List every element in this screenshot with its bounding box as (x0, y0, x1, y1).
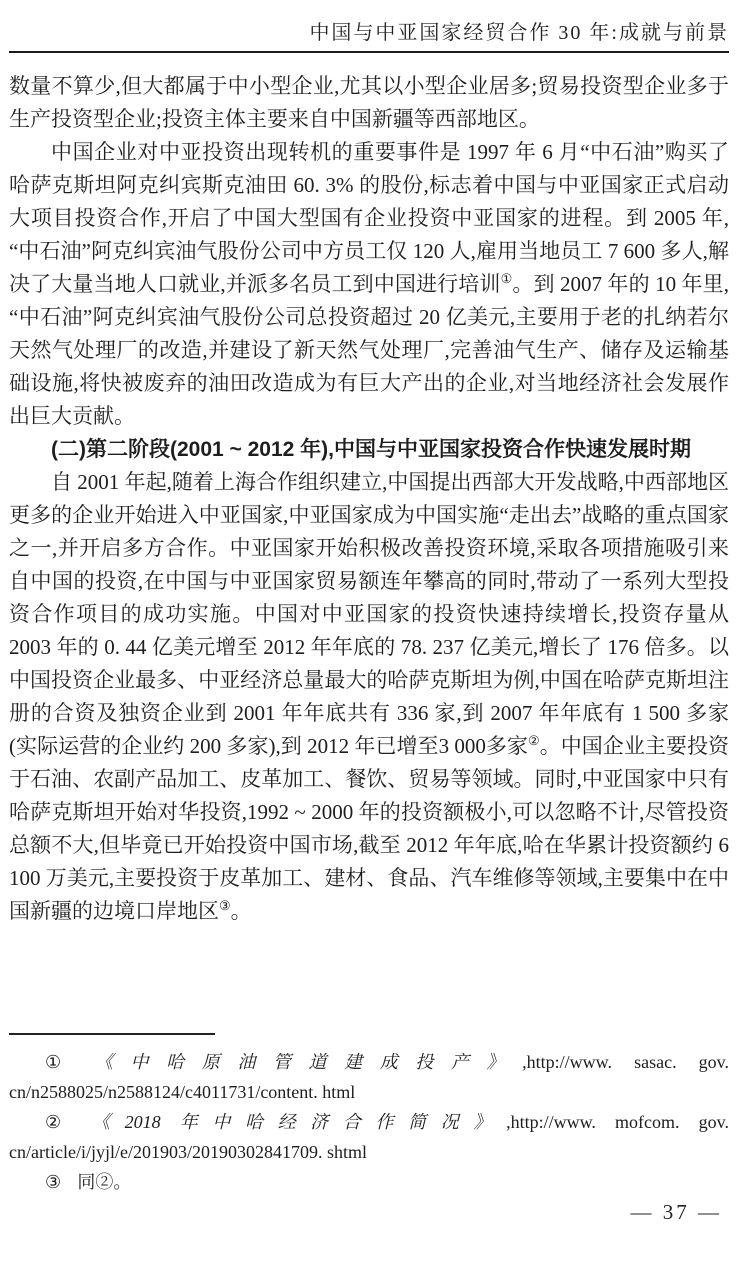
footnote-2-url: http://www. mofcom. gov. cn/article/i/jyjl/e/201903/20190302841709. shtml (9, 1112, 730, 1162)
footnote-3 (9, 1167, 729, 1197)
footnotes-section (9, 1033, 729, 1197)
footnote-1-url: http://www. sasac. gov. cn/n2588025/n2588124/c4011731/content. html (9, 1052, 730, 1102)
footnote-ref-2: ② (527, 733, 540, 748)
paragraph-3-text-b: 。中国企业主要投资于石油、农副产品加工、皮革加工、餐饮、贸易等领域。同时,中亚国家中只有哈萨克斯坦开始对华投资,1992 ~ 2000 年的投资额极小,可以忽略不计,尽管投资总额不大,但毕竟已开始投资中国市场,截至 2012 年年底,哈在华累计投资额约 6 100 万美元,主要投资于皮革加工、建材、食品、汽车维修等领域,主要集中在中国新疆的边境口岸地区 (9, 734, 730, 923)
footnote-2-title: 《2018 年中哈经济合作简况》, (91, 1112, 511, 1132)
page-number: — 37 — (630, 1200, 722, 1224)
paragraph-3-text-c: 。 (230, 899, 252, 923)
body-text (9, 70, 729, 928)
paragraph-3 (9, 466, 729, 928)
footnote-1 (9, 1047, 729, 1107)
paragraph-2 (9, 136, 729, 433)
header-rule (9, 51, 729, 53)
paragraph-2-text-a: 中国企业对中亚投资出现转机的重要事件是 1997 年 6 月“中石油”购买了哈萨克斯坦阿克纠宾斯克油田 60. 3% 的股份,标志着中国与中亚国家正式启动大项目投资合作,开启了中国大型国有企业投资中亚国家的进程。到 2005 年,“中石油”阿克纠宾油气股份公司中方员工仅 120 人,雇用当地员工 7 600 多人,解决了大量当地人口就业,并派多名员工到中国进行培训 (9, 140, 729, 296)
section-heading: (二)第二阶段(2001 ~ 2012 年),中国与中亚国家投资合作快速发展时期 (51, 438, 692, 461)
footnote-1-title: 《中哈原油管道建成投产》, (94, 1052, 527, 1072)
paragraph-2-text-b: 。到 2007 年的 10 年里,“中石油”阿克纠宾油气股份公司总投资超过 20 亿美元,主要用于老的扎纳若尔天然气处理厂的改造,并建设了新天然气处理厂,完善油气生产、储存及运输基础设施,将快被废弃的油田改造成为有巨大产出的企业,对当地经济社会发展作出巨大贡献。 (9, 272, 730, 428)
footnote-3-marker: ③ (45, 1172, 62, 1192)
paragraph-1: 数量不算少,但大都属于中小型企业,尤其以小型企业居多;贸易投资型企业多于生产投资型企业;投资主体主要来自中国新疆等西部地区。 (9, 74, 729, 131)
footnote-1-marker: ① (45, 1052, 79, 1072)
running-head-title: 中国与中亚国家经贸合作 30 年:成就与前景 (309, 22, 729, 44)
footnote-ref-1: ① (500, 271, 513, 286)
paragraph-3-text-a: 自 2001 年起,随着上海合作组织建立,中国提出西部大开发战略,中西部地区更多的企业开始进入中亚国家,中亚国家成为中国实施“走出去”战略的重点国家之一,并开启多方合作。中亚国家开始积极改善投资环境,采取各项措施吸引来自中国的投资,在中国与中亚国家贸易额连年攀高的同时,带动了一系列大型投资合作项目的成功实施。中国对中亚国家的投资快速持续增长,投资存量从 2003 年的 0. 44 亿美元增至 2012 年年底的 78. 237 亿美元,增长了 176 倍多。以中国投资企业最多、中亚经济总量最大的哈萨克斯坦为例,中国在哈萨克斯坦注册的合资及独资企业到 2001 年年底共有 336 家,到 2007 年年底有 1 500 多家(实际运营的企业约 200 多家),到 2012 年已增至3 000多家 (9, 470, 729, 758)
footnote-3-text: 同②。 (77, 1172, 132, 1192)
footnote-ref-3: ③ (219, 898, 231, 913)
footnote-2-marker: ② (45, 1112, 76, 1132)
footnote-divider (9, 1033, 215, 1035)
footnote-2 (9, 1107, 729, 1167)
page-header (9, 0, 729, 45)
